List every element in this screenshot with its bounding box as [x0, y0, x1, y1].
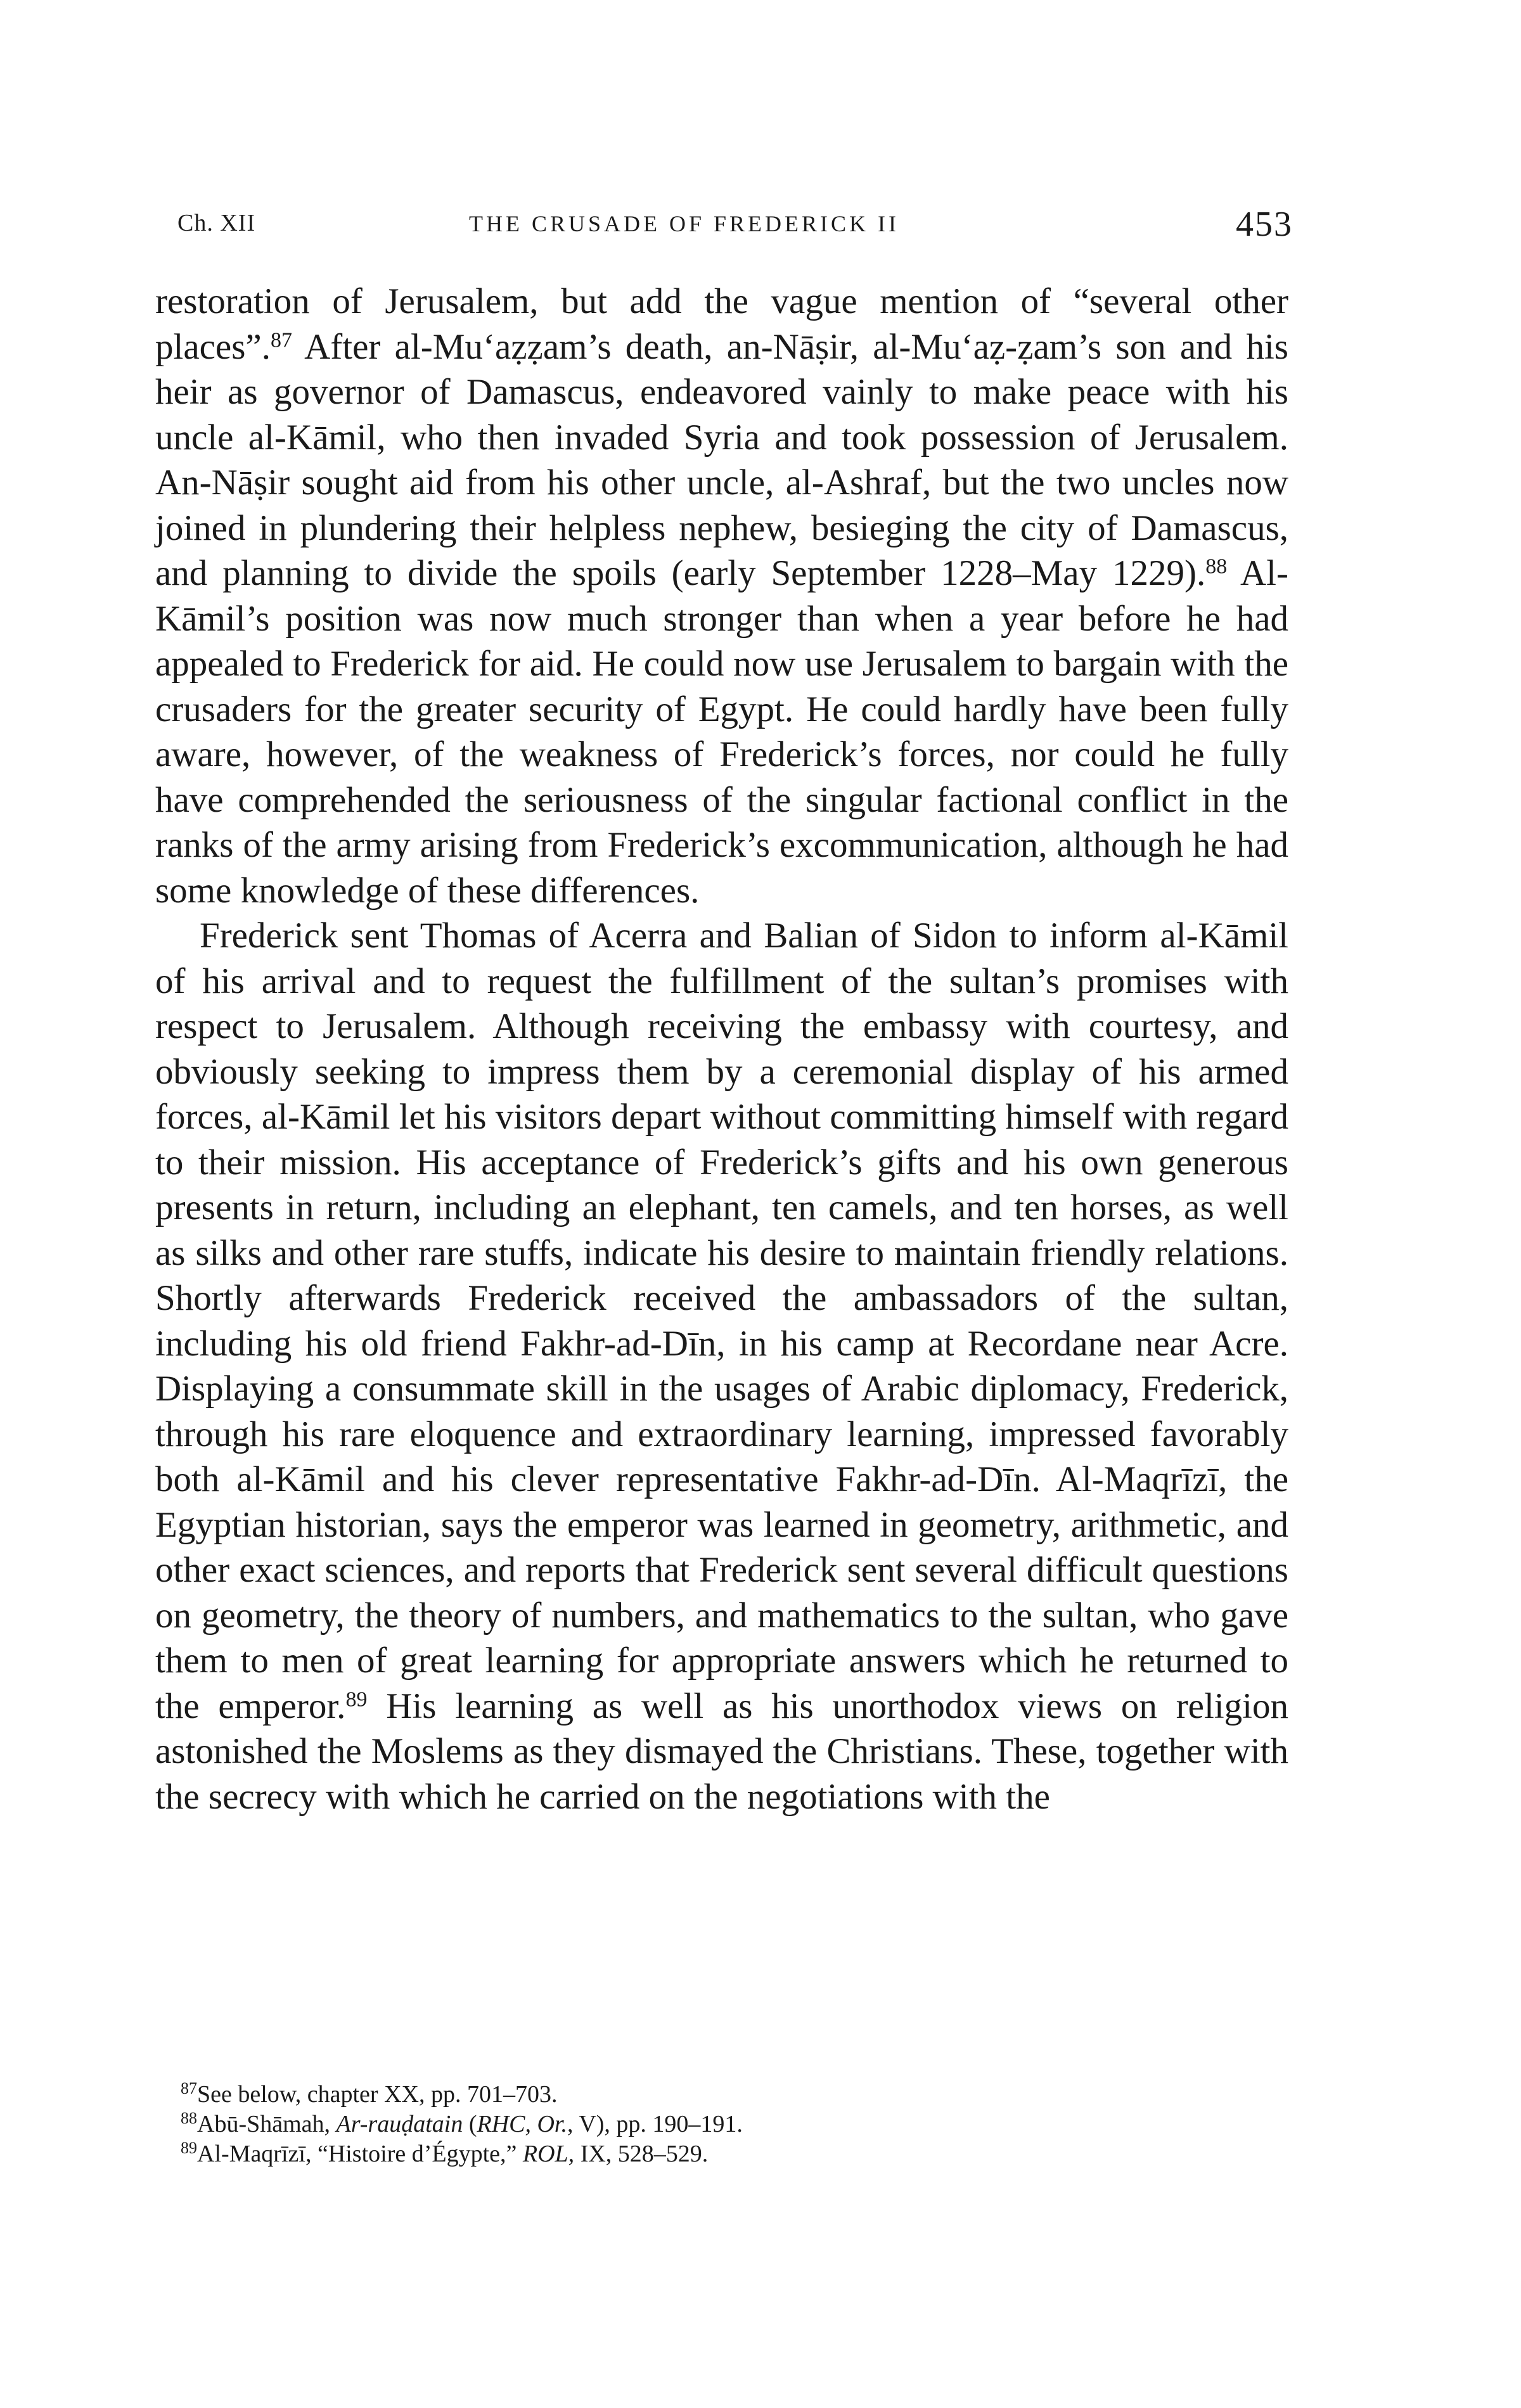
- footnote-ref-88: 88: [1205, 554, 1228, 579]
- footnote-89: [181, 2139, 1258, 2169]
- chapter-label: Ch. XII: [177, 210, 256, 236]
- paragraph-2-text-a: Frederick sent Thomas of Acerra and Balian of Sidon to inform al-Kāmil of his arrival and to request the fulfillment of the sultan’s promises with respect to Jerusalem. Although receiving the embassy with courtesy, and obviously seeking to impress them by a ceremonial display of his armed forces, al-Kāmil let his visitors depart without committing himself with regard to their mission. His acceptance of Frederick’s gifts and his own generous presents in return, including an elephant, ten camels, and ten horses, as well as silks and other rare stuffs, indicate his desire to maintain friendly relations. Shortly afterwards Frederick received the ambassadors of the sultan, including his old friend Fakhr-ad-Dīn, in his camp at Recordane near Acre. Displaying a consummate skill in the usages of Arabic diplomacy, Frederick, through his rare eloquence and extraordinary learning, impressed favorably both al-Kāmil and his clever representative Fakhr-ad-Dīn. Al-Maqrīzī, the Egyptian historian, says the emperor was learned in geometry, arithmetic, and other exact sciences, and reports that Frederick sent several difficult questions on geometry, the theory of numbers, and mathematics to the sultan, who gave them to men of great learning for appropriate answers which he returned to the emperor.: [155, 916, 1288, 1726]
- body-text: [155, 279, 1288, 1819]
- footnote-88: [181, 2110, 1258, 2139]
- paragraph-2: [155, 913, 1288, 1819]
- footnote-number: 89: [181, 2139, 197, 2157]
- page-number: 453: [1236, 205, 1293, 244]
- footnote-text: (: [463, 2111, 477, 2137]
- footnotes: [181, 2080, 1258, 2169]
- footnote-number: 88: [181, 2109, 197, 2127]
- footnote-italic-source: ROL,: [522, 2141, 575, 2167]
- footnote-text: Abū-Shāmah,: [197, 2111, 337, 2137]
- running-title: THE CRUSADE OF FREDERICK II: [469, 211, 900, 236]
- footnote-italic-title: Ar-rauḍatain: [336, 2111, 463, 2137]
- footnote-text: IX, 528–529.: [574, 2141, 709, 2167]
- footnote-ref-89: 89: [345, 1687, 368, 1711]
- paragraph-1-text-a: restoration of Jerusalem, but add the vague mention of “several other places”.: [155, 281, 1288, 367]
- running-head: [177, 204, 1293, 248]
- paragraph-2-text-b: His learning as well as his unorthodox views on religion astonished the Moslems as they dismayed the Christians. These, together with the secrecy with which he carried on the negotiations with the: [155, 1686, 1288, 1817]
- footnote-text: , V), pp. 190–191.: [567, 2111, 743, 2137]
- paragraph-1-text-b: After al-Mu‘aẓẓam’s death, an-Nāṣir, al-Mu‘aẓ-ẓam’s son and his heir as governor of Damascus, endeavored vainly to make peace with his uncle al-Kāmil, who then invaded Syria and took possession of Jerusalem. An-Nāṣir sought aid from his other uncle, al-Ashraf, but the two uncles now joined in plundering their helpless nephew, besieging the city of Damascus, and planning to divide the spoils (early September 1228–May 1229).: [155, 326, 1288, 593]
- footnote-text: See below, chapter XX, pp. 701–703.: [197, 2081, 558, 2108]
- footnote-ref-87: 87: [270, 328, 292, 352]
- footnote-text: Al-Maqrīzī, “Histoire d’Égypte,”: [197, 2141, 523, 2167]
- footnote-italic-source: RHC, Or.: [477, 2111, 568, 2137]
- footnote-87: [181, 2080, 1258, 2110]
- paragraph-1-text-c: Al-Kāmil’s position was now much stronger than when a year before he had appealed to Frederick for aid. He could now use Jerusalem to bargain with the crusaders for the greater security of Egypt. He could hardly have been fully aware, however, of the weakness of Frederick’s forces, nor could he fully have comprehended the seriousness of the singular factional conflict in the ranks of the army arising from Frederick’s excommunication, although he had some knowledge of these differences.: [155, 553, 1288, 911]
- footnote-number: 87: [181, 2079, 197, 2097]
- paragraph-1: [155, 279, 1288, 913]
